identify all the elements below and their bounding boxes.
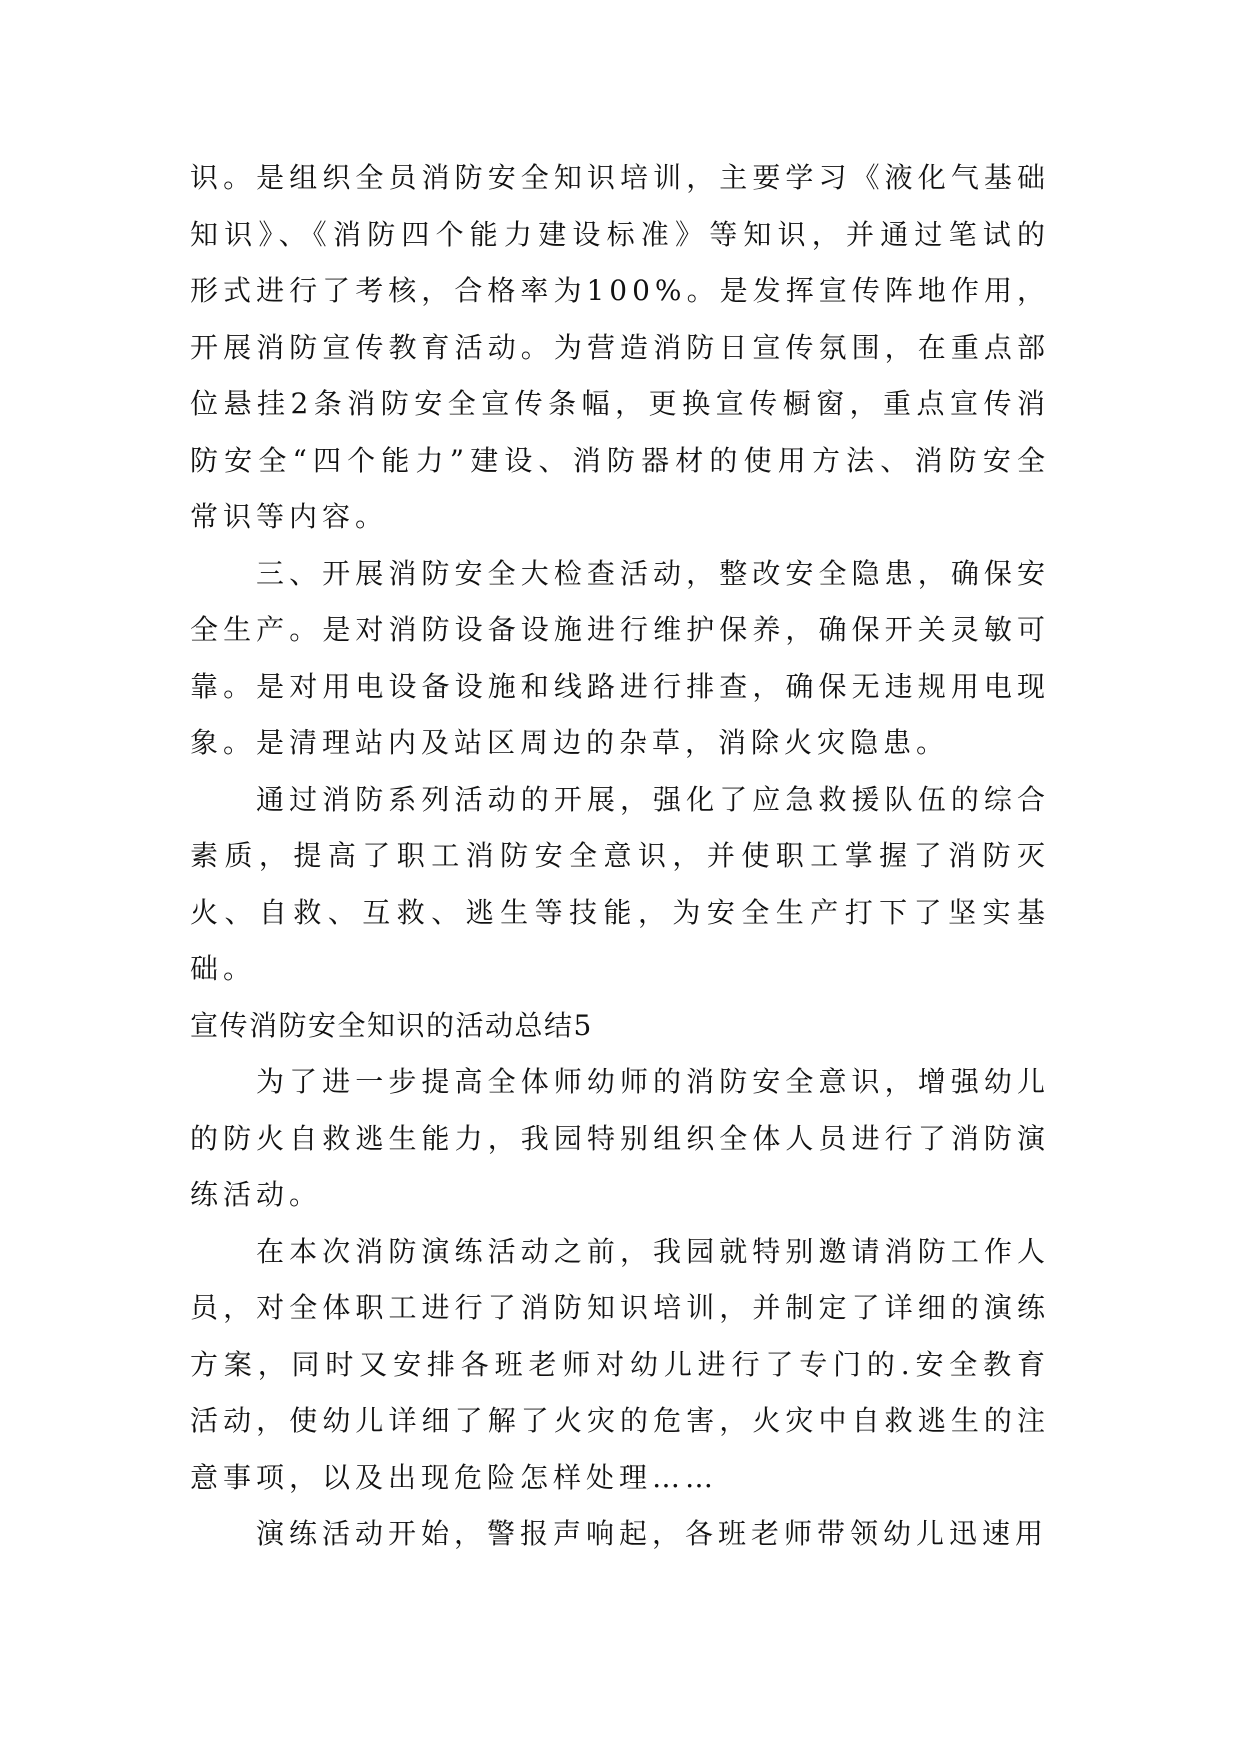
paragraph-drill-start: 演练活动开始，警报声响起，各班老师带领幼儿迅速用 — [256, 1517, 1049, 1550]
document-body — [190, 150, 1050, 1563]
paragraph-conclusion: 通过消防系列活动的开展，强化了应急救援队伍的综合素质，提高了职工消防安全意识，并使职工掌握了消防灭火、自救、互救、逃生等技能，为安全生产打下了坚实基础。 — [190, 782, 1050, 985]
section-title: 宣传消防安全知识的活动总结5 — [190, 1008, 593, 1042]
paragraph-training: 在本次消防演练活动之前，我园就特别邀请消防工作人员，对全体职工进行了消防知识培训，并制定了详细的演练方案，同时又安排各班老师对幼儿进行了专门的.安全教育活动，使幼儿详细了解了火灾的危害，火灾中自救逃生的注意事项，以及出现危险怎样处理…… — [190, 1234, 1050, 1494]
paragraph-intro: 为了进一步提高全体师幼师的消防安全意识，增强幼儿的防火自救逃生能力，我园特别组织全体人员进行了消防演练活动。 — [190, 1065, 1050, 1211]
paragraph-inspection: 三、开展消防安全大检查活动，整改安全隐患，确保安全生产。是对消防设备设施进行维护保养，确保开关灵敏可靠。是对用电设备设施和线路进行排查，确保无违规用电现象。是清理站内及站区周边的杂草，消除火灾隐患。 — [190, 556, 1050, 759]
paragraph-continued: 识。是组织全员消防安全知识培训，主要学习《液化气基础知识》、《消防四个能力建设标准》等知识，并通过笔试的形式进行了考核，合格率为100%。是发挥宣传阵地作用，开展消防宣传教育活动。为营造消防日宣传氛围，在重点部位悬挂2条消防安全宣传条幅，更换宣传橱窗，重点宣传消防安全“四个能力”建设、消防器材的使用方法、消防安全常识等内容。 — [190, 161, 1050, 533]
